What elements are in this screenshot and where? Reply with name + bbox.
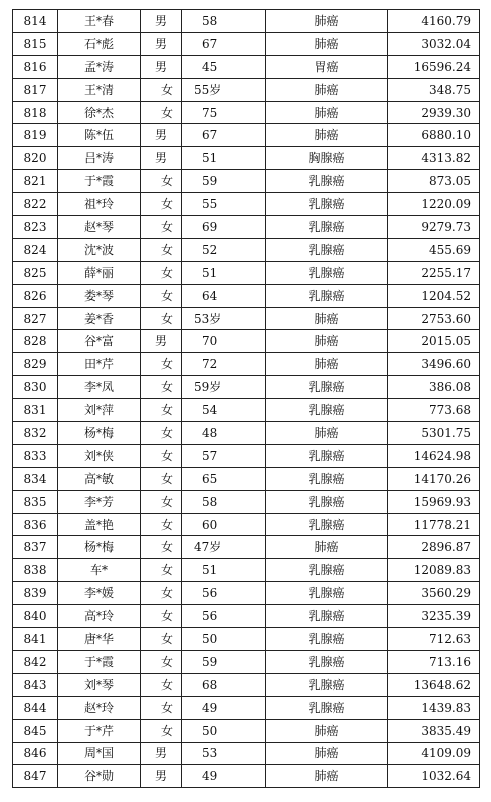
sex-cell: 男 bbox=[141, 742, 182, 765]
patient-name-cell: 刘*琴 bbox=[58, 673, 141, 696]
row-id-cell: 824 bbox=[13, 238, 58, 261]
patient-name-cell: 李*媛 bbox=[58, 582, 141, 605]
table-row bbox=[13, 10, 480, 33]
sex-cell: 女 bbox=[141, 628, 182, 651]
amount-cell: 386.08 bbox=[388, 376, 480, 399]
row-id-cell: 816 bbox=[13, 55, 58, 78]
sex-cell: 女 bbox=[141, 582, 182, 605]
age-cell: 56 bbox=[182, 582, 266, 605]
patient-name-cell: 吕*涛 bbox=[58, 147, 141, 170]
patient-name-cell: 赵*玲 bbox=[58, 696, 141, 719]
table-row bbox=[13, 628, 480, 651]
sex-cell: 女 bbox=[141, 444, 182, 467]
patient-name-cell: 祖*玲 bbox=[58, 193, 141, 216]
patient-name-cell: 石*彪 bbox=[58, 32, 141, 55]
amount-cell: 4160.79 bbox=[388, 10, 480, 33]
table-row bbox=[13, 32, 480, 55]
diagnosis-cell: 肺癌 bbox=[266, 765, 388, 788]
patient-name-cell: 盖*艳 bbox=[58, 513, 141, 536]
diagnosis-cell: 肺癌 bbox=[266, 32, 388, 55]
amount-cell: 1439.83 bbox=[388, 696, 480, 719]
row-id-cell: 818 bbox=[13, 101, 58, 124]
diagnosis-cell: 乳腺癌 bbox=[266, 628, 388, 651]
amount-cell: 15969.93 bbox=[388, 490, 480, 513]
row-id-cell: 847 bbox=[13, 765, 58, 788]
sex-cell: 女 bbox=[141, 490, 182, 513]
sex-cell: 女 bbox=[141, 284, 182, 307]
row-id-cell: 815 bbox=[13, 32, 58, 55]
age-cell: 52 bbox=[182, 238, 266, 261]
sex-cell: 女 bbox=[141, 673, 182, 696]
table-row bbox=[13, 490, 480, 513]
age-cell: 59 bbox=[182, 170, 266, 193]
patient-table bbox=[12, 9, 480, 788]
row-id-cell: 830 bbox=[13, 376, 58, 399]
amount-cell: 6880.10 bbox=[388, 124, 480, 147]
row-id-cell: 844 bbox=[13, 696, 58, 719]
age-cell: 55岁 bbox=[182, 78, 266, 101]
sex-cell: 女 bbox=[141, 170, 182, 193]
row-id-cell: 841 bbox=[13, 628, 58, 651]
table-row bbox=[13, 124, 480, 147]
diagnosis-cell: 胃癌 bbox=[266, 55, 388, 78]
age-cell: 75 bbox=[182, 101, 266, 124]
age-cell: 51 bbox=[182, 147, 266, 170]
sex-cell: 女 bbox=[141, 559, 182, 582]
sex-cell: 男 bbox=[141, 147, 182, 170]
table-row bbox=[13, 193, 480, 216]
table-row bbox=[13, 536, 480, 559]
row-id-cell: 839 bbox=[13, 582, 58, 605]
age-cell: 58 bbox=[182, 490, 266, 513]
table-row bbox=[13, 513, 480, 536]
table-row bbox=[13, 238, 480, 261]
sex-cell: 女 bbox=[141, 238, 182, 261]
patient-name-cell: 姜*香 bbox=[58, 307, 141, 330]
patient-name-cell: 谷*勋 bbox=[58, 765, 141, 788]
age-cell: 53岁 bbox=[182, 307, 266, 330]
age-cell: 59岁 bbox=[182, 376, 266, 399]
diagnosis-cell: 乳腺癌 bbox=[266, 238, 388, 261]
table-row bbox=[13, 742, 480, 765]
sex-cell: 女 bbox=[141, 307, 182, 330]
table-row bbox=[13, 330, 480, 353]
table-row bbox=[13, 376, 480, 399]
diagnosis-cell: 乳腺癌 bbox=[266, 399, 388, 422]
amount-cell: 2255.17 bbox=[388, 261, 480, 284]
patient-name-cell: 杨*梅 bbox=[58, 536, 141, 559]
table-row bbox=[13, 147, 480, 170]
sex-cell: 女 bbox=[141, 353, 182, 376]
table-row bbox=[13, 261, 480, 284]
sex-cell: 女 bbox=[141, 78, 182, 101]
table-row bbox=[13, 467, 480, 490]
patient-name-cell: 徐*杰 bbox=[58, 101, 141, 124]
sex-cell: 女 bbox=[141, 605, 182, 628]
table-row bbox=[13, 101, 480, 124]
patient-name-cell: 于*芹 bbox=[58, 719, 141, 742]
row-id-cell: 835 bbox=[13, 490, 58, 513]
age-cell: 67 bbox=[182, 32, 266, 55]
sex-cell: 男 bbox=[141, 32, 182, 55]
diagnosis-cell: 乳腺癌 bbox=[266, 673, 388, 696]
age-cell: 70 bbox=[182, 330, 266, 353]
age-cell: 64 bbox=[182, 284, 266, 307]
age-cell: 53 bbox=[182, 742, 266, 765]
row-id-cell: 817 bbox=[13, 78, 58, 101]
age-cell: 55 bbox=[182, 193, 266, 216]
diagnosis-cell: 乳腺癌 bbox=[266, 490, 388, 513]
row-id-cell: 829 bbox=[13, 353, 58, 376]
sex-cell: 男 bbox=[141, 10, 182, 33]
diagnosis-cell: 肺癌 bbox=[266, 10, 388, 33]
diagnosis-cell: 肺癌 bbox=[266, 719, 388, 742]
amount-cell: 5301.75 bbox=[388, 422, 480, 445]
table-row bbox=[13, 582, 480, 605]
row-id-cell: 827 bbox=[13, 307, 58, 330]
amount-cell: 1032.64 bbox=[388, 765, 480, 788]
age-cell: 59 bbox=[182, 650, 266, 673]
patient-name-cell: 唐*华 bbox=[58, 628, 141, 651]
age-cell: 58 bbox=[182, 10, 266, 33]
patient-name-cell: 谷*富 bbox=[58, 330, 141, 353]
diagnosis-cell: 乳腺癌 bbox=[266, 170, 388, 193]
patient-name-cell: 于*霞 bbox=[58, 170, 141, 193]
diagnosis-cell: 乳腺癌 bbox=[266, 582, 388, 605]
sex-cell: 男 bbox=[141, 55, 182, 78]
table-row bbox=[13, 422, 480, 445]
patient-name-cell: 刘*侠 bbox=[58, 444, 141, 467]
row-id-cell: 846 bbox=[13, 742, 58, 765]
row-id-cell: 833 bbox=[13, 444, 58, 467]
age-cell: 51 bbox=[182, 261, 266, 284]
sex-cell: 男 bbox=[141, 330, 182, 353]
table-row bbox=[13, 559, 480, 582]
table-body bbox=[13, 10, 480, 788]
amount-cell: 9279.73 bbox=[388, 216, 480, 239]
patient-name-cell: 周*国 bbox=[58, 742, 141, 765]
row-id-cell: 828 bbox=[13, 330, 58, 353]
diagnosis-cell: 乳腺癌 bbox=[266, 216, 388, 239]
patient-name-cell: 于*霞 bbox=[58, 650, 141, 673]
amount-cell: 3032.04 bbox=[388, 32, 480, 55]
amount-cell: 2015.05 bbox=[388, 330, 480, 353]
sex-cell: 女 bbox=[141, 536, 182, 559]
amount-cell: 1204.52 bbox=[388, 284, 480, 307]
age-cell: 49 bbox=[182, 765, 266, 788]
row-id-cell: 822 bbox=[13, 193, 58, 216]
age-cell: 69 bbox=[182, 216, 266, 239]
table-row bbox=[13, 605, 480, 628]
table-row bbox=[13, 719, 480, 742]
age-cell: 68 bbox=[182, 673, 266, 696]
amount-cell: 455.69 bbox=[388, 238, 480, 261]
age-cell: 48 bbox=[182, 422, 266, 445]
diagnosis-cell: 乳腺癌 bbox=[266, 444, 388, 467]
amount-cell: 1220.09 bbox=[388, 193, 480, 216]
age-cell: 57 bbox=[182, 444, 266, 467]
patient-name-cell: 陈*伍 bbox=[58, 124, 141, 147]
sex-cell: 女 bbox=[141, 193, 182, 216]
diagnosis-cell: 肺癌 bbox=[266, 536, 388, 559]
sex-cell: 女 bbox=[141, 467, 182, 490]
table-row bbox=[13, 170, 480, 193]
patient-name-cell: 薛*丽 bbox=[58, 261, 141, 284]
patient-name-cell: 田*芹 bbox=[58, 353, 141, 376]
diagnosis-cell: 肺癌 bbox=[266, 330, 388, 353]
patient-name-cell: 孟*涛 bbox=[58, 55, 141, 78]
table-row bbox=[13, 284, 480, 307]
diagnosis-cell: 肺癌 bbox=[266, 101, 388, 124]
row-id-cell: 838 bbox=[13, 559, 58, 582]
sex-cell: 女 bbox=[141, 696, 182, 719]
row-id-cell: 820 bbox=[13, 147, 58, 170]
age-cell: 50 bbox=[182, 719, 266, 742]
table-row bbox=[13, 696, 480, 719]
diagnosis-cell: 胸腺癌 bbox=[266, 147, 388, 170]
diagnosis-cell: 乳腺癌 bbox=[266, 696, 388, 719]
patient-name-cell: 高*玲 bbox=[58, 605, 141, 628]
age-cell: 51 bbox=[182, 559, 266, 582]
amount-cell: 2896.87 bbox=[388, 536, 480, 559]
diagnosis-cell: 乳腺癌 bbox=[266, 467, 388, 490]
sex-cell: 女 bbox=[141, 513, 182, 536]
row-id-cell: 831 bbox=[13, 399, 58, 422]
amount-cell: 2939.30 bbox=[388, 101, 480, 124]
age-cell: 67 bbox=[182, 124, 266, 147]
sex-cell: 女 bbox=[141, 650, 182, 673]
sex-cell: 女 bbox=[141, 376, 182, 399]
patient-name-cell: 李*凤 bbox=[58, 376, 141, 399]
amount-cell: 3560.29 bbox=[388, 582, 480, 605]
row-id-cell: 821 bbox=[13, 170, 58, 193]
sex-cell: 女 bbox=[141, 101, 182, 124]
table-row bbox=[13, 216, 480, 239]
age-cell: 50 bbox=[182, 628, 266, 651]
row-id-cell: 836 bbox=[13, 513, 58, 536]
row-id-cell: 840 bbox=[13, 605, 58, 628]
amount-cell: 3235.39 bbox=[388, 605, 480, 628]
patient-name-cell: 车* bbox=[58, 559, 141, 582]
age-cell: 49 bbox=[182, 696, 266, 719]
amount-cell: 13648.62 bbox=[388, 673, 480, 696]
table-row bbox=[13, 307, 480, 330]
age-cell: 72 bbox=[182, 353, 266, 376]
sex-cell: 女 bbox=[141, 399, 182, 422]
age-cell: 65 bbox=[182, 467, 266, 490]
sex-cell: 女 bbox=[141, 422, 182, 445]
diagnosis-cell: 乳腺癌 bbox=[266, 261, 388, 284]
row-id-cell: 842 bbox=[13, 650, 58, 673]
patient-name-cell: 杨*梅 bbox=[58, 422, 141, 445]
amount-cell: 348.75 bbox=[388, 78, 480, 101]
table-row bbox=[13, 55, 480, 78]
patient-name-cell: 娄*琴 bbox=[58, 284, 141, 307]
row-id-cell: 826 bbox=[13, 284, 58, 307]
amount-cell: 3835.49 bbox=[388, 719, 480, 742]
amount-cell: 773.68 bbox=[388, 399, 480, 422]
row-id-cell: 834 bbox=[13, 467, 58, 490]
patient-name-cell: 赵*琴 bbox=[58, 216, 141, 239]
age-cell: 54 bbox=[182, 399, 266, 422]
age-cell: 56 bbox=[182, 605, 266, 628]
diagnosis-cell: 乳腺癌 bbox=[266, 513, 388, 536]
table-row bbox=[13, 78, 480, 101]
sex-cell: 男 bbox=[141, 124, 182, 147]
amount-cell: 16596.24 bbox=[388, 55, 480, 78]
patient-name-cell: 李*芳 bbox=[58, 490, 141, 513]
table-row bbox=[13, 399, 480, 422]
row-id-cell: 843 bbox=[13, 673, 58, 696]
diagnosis-cell: 肺癌 bbox=[266, 422, 388, 445]
diagnosis-cell: 肺癌 bbox=[266, 307, 388, 330]
table-row bbox=[13, 444, 480, 467]
amount-cell: 14624.98 bbox=[388, 444, 480, 467]
sex-cell: 女 bbox=[141, 261, 182, 284]
row-id-cell: 837 bbox=[13, 536, 58, 559]
diagnosis-cell: 乳腺癌 bbox=[266, 284, 388, 307]
table-row bbox=[13, 650, 480, 673]
sex-cell: 女 bbox=[141, 719, 182, 742]
age-cell: 47岁 bbox=[182, 536, 266, 559]
diagnosis-cell: 肺癌 bbox=[266, 78, 388, 101]
amount-cell: 14170.26 bbox=[388, 467, 480, 490]
row-id-cell: 814 bbox=[13, 10, 58, 33]
row-id-cell: 845 bbox=[13, 719, 58, 742]
amount-cell: 712.63 bbox=[388, 628, 480, 651]
diagnosis-cell: 乳腺癌 bbox=[266, 376, 388, 399]
sex-cell: 女 bbox=[141, 216, 182, 239]
patient-name-cell: 沈*波 bbox=[58, 238, 141, 261]
diagnosis-cell: 乳腺癌 bbox=[266, 650, 388, 673]
diagnosis-cell: 乳腺癌 bbox=[266, 605, 388, 628]
age-cell: 60 bbox=[182, 513, 266, 536]
diagnosis-cell: 肺癌 bbox=[266, 124, 388, 147]
amount-cell: 873.05 bbox=[388, 170, 480, 193]
row-id-cell: 832 bbox=[13, 422, 58, 445]
diagnosis-cell: 乳腺癌 bbox=[266, 559, 388, 582]
diagnosis-cell: 肺癌 bbox=[266, 353, 388, 376]
row-id-cell: 825 bbox=[13, 261, 58, 284]
diagnosis-cell: 乳腺癌 bbox=[266, 193, 388, 216]
patient-name-cell: 刘*萍 bbox=[58, 399, 141, 422]
amount-cell: 11778.21 bbox=[388, 513, 480, 536]
amount-cell: 3496.60 bbox=[388, 353, 480, 376]
diagnosis-cell: 肺癌 bbox=[266, 742, 388, 765]
sex-cell: 男 bbox=[141, 765, 182, 788]
table-row bbox=[13, 765, 480, 788]
patient-name-cell: 王*清 bbox=[58, 78, 141, 101]
age-cell: 45 bbox=[182, 55, 266, 78]
row-id-cell: 819 bbox=[13, 124, 58, 147]
amount-cell: 713.16 bbox=[388, 650, 480, 673]
amount-cell: 4109.09 bbox=[388, 742, 480, 765]
table-row bbox=[13, 673, 480, 696]
table-row bbox=[13, 353, 480, 376]
amount-cell: 2753.60 bbox=[388, 307, 480, 330]
row-id-cell: 823 bbox=[13, 216, 58, 239]
patient-name-cell: 王*春 bbox=[58, 10, 141, 33]
patient-name-cell: 高*敏 bbox=[58, 467, 141, 490]
amount-cell: 4313.82 bbox=[388, 147, 480, 170]
amount-cell: 12089.83 bbox=[388, 559, 480, 582]
